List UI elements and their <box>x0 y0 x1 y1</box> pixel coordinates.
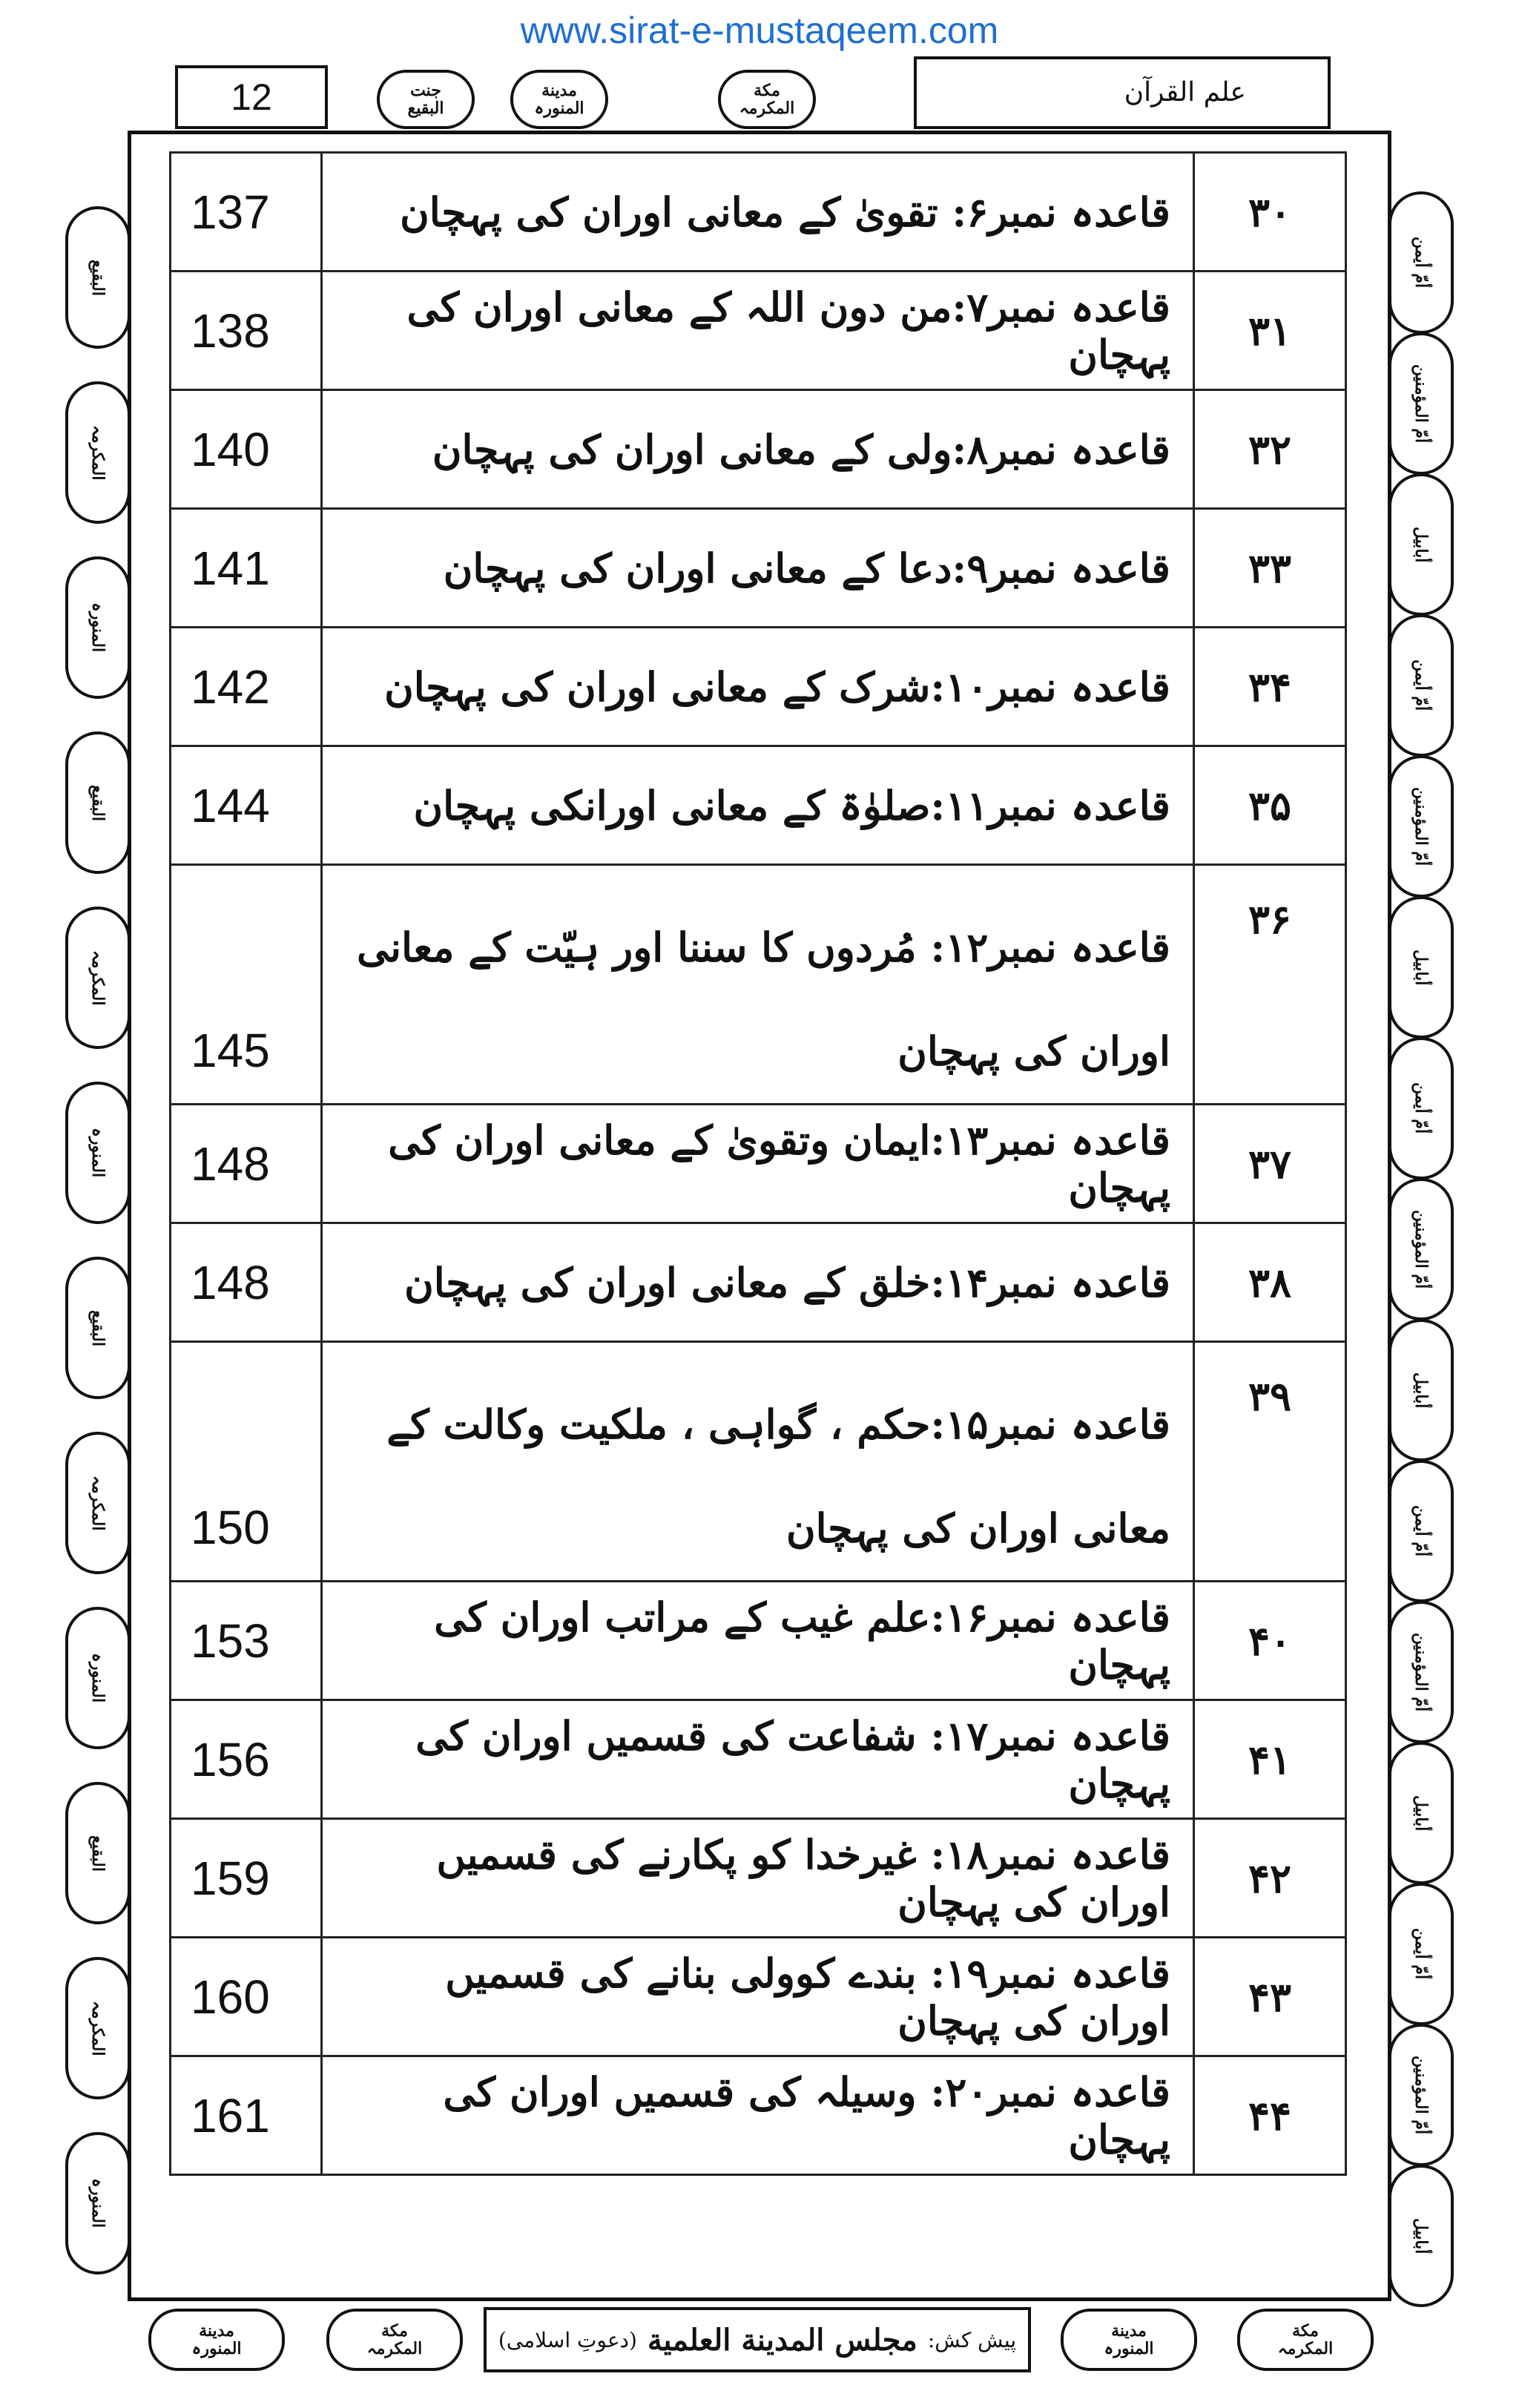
toc-entry-number: ۴۱ <box>1194 1700 1346 1819</box>
toc-page-number: 159 <box>171 1819 322 1938</box>
left-side-badge: البقیع <box>65 206 131 349</box>
right-side-badge: أمّ أیمن <box>1388 191 1454 334</box>
header-badge-baqi <box>377 70 475 129</box>
toc-entry-number: ۳۳ <box>1194 509 1346 628</box>
toc-page-number: 140 <box>171 390 322 509</box>
footer-badge <box>326 2309 463 2371</box>
toc-page-number: 150 <box>171 1342 322 1582</box>
toc-row <box>171 1223 1346 1342</box>
right-side-badge: أبابیل <box>1388 1742 1454 1884</box>
header-badge-line2: المنورہ <box>534 99 584 118</box>
toc-entry-title: قاعدہ نمبر۷:من دون اللہ کے معانی اوران کی پہچان <box>322 272 1194 390</box>
footer-badge <box>148 2309 285 2371</box>
footer-badge-line2: المکرمہ <box>366 2339 423 2358</box>
right-side-badge: أمّ أیمن <box>1388 614 1454 757</box>
toc-row <box>171 1342 1346 1582</box>
right-side-badge: أمّ المؤمنین <box>1388 332 1454 475</box>
toc-page-number: 137 <box>171 153 322 272</box>
right-side-badge: أمّ أیمن <box>1388 1460 1454 1602</box>
left-side-badge: المکرمہ <box>65 907 131 1049</box>
toc-table <box>169 151 1347 2176</box>
right-side-badge: أمّ المؤمنین <box>1388 2024 1454 2166</box>
toc-entry-title: قاعدہ نمبر۹:دعا کے معانی اوران کی پہچان <box>322 509 1194 628</box>
organization-subtitle: (دعوتِ اسلامی) <box>498 2327 637 2352</box>
page-number-box <box>175 65 328 129</box>
toc-entry-number: ۳۷ <box>1194 1105 1346 1223</box>
right-side-badge: أبابیل <box>1388 2165 1454 2307</box>
toc-entry-title: قاعدہ نمبر۱۱:صلوٰۃ کے معانی اورانکی پہچان <box>322 746 1194 865</box>
toc-entry-title: قاعدہ نمبر۱۲: مُردوں کا سننا اور ہیّت کے معانی اوران کی پہچان <box>322 865 1194 1105</box>
toc-row <box>171 1582 1346 1700</box>
left-side-badge: المنورہ <box>65 556 131 699</box>
toc-entry-number: ۳۱ <box>1194 272 1346 390</box>
toc-page-number: 161 <box>171 2056 322 2175</box>
page-number: 12 <box>231 76 272 118</box>
footer-badge-line2: المنورہ <box>191 2339 242 2358</box>
toc-row <box>171 746 1346 865</box>
toc-row <box>171 865 1346 1105</box>
toc-row <box>171 2056 1346 2175</box>
footer-badge-line1: مکة <box>381 2321 408 2340</box>
toc-row <box>171 153 1346 272</box>
toc-entry-number: ۳۸ <box>1194 1223 1346 1342</box>
toc-page-number: 156 <box>171 1700 322 1819</box>
toc-page-number: 153 <box>171 1582 322 1700</box>
toc-page-number: 142 <box>171 628 322 746</box>
toc-page-number: 148 <box>171 1223 322 1342</box>
toc-row <box>171 1938 1346 2056</box>
footer-presenter <box>484 2307 1031 2372</box>
toc-page-number: 160 <box>171 1938 322 2056</box>
left-side-badge: المکرمہ <box>65 1957 131 2099</box>
toc-entry-title: قاعدہ نمبر۱۴:خلق کے معانی اوران کی پہچان <box>322 1223 1194 1342</box>
toc-row <box>171 1700 1346 1819</box>
book-title: علم القرآن <box>1124 77 1246 108</box>
toc-page-number: 144 <box>171 746 322 865</box>
header-badge-line1: مکة <box>754 81 780 100</box>
left-side-badge: البقیع <box>65 1257 131 1399</box>
toc-row <box>171 1819 1346 1938</box>
footer-badge-line1: مکة <box>1292 2321 1319 2340</box>
toc-entry-title: قاعدہ نمبر۱۷: شفاعت کی قسمیں اوران کی پہچان <box>322 1700 1194 1819</box>
toc-entry-number: ۳۹ <box>1194 1342 1346 1582</box>
header-badge-makkah <box>718 70 816 129</box>
footer-badge-line1: مدینة <box>199 2321 234 2340</box>
toc-entry-number: ۴۲ <box>1194 1819 1346 1938</box>
left-side-badge: المکرمہ <box>65 381 131 524</box>
toc-row <box>171 390 1346 509</box>
toc-entry-number: ۳۲ <box>1194 390 1346 509</box>
toc-entry-number: ۳۰ <box>1194 153 1346 272</box>
header-badge-line2: البقیع <box>407 99 444 118</box>
header-badge-line1: جنت <box>410 81 441 100</box>
toc-page-number: 138 <box>171 272 322 390</box>
right-side-badge: أبابیل <box>1388 1319 1454 1461</box>
toc-row <box>171 1105 1346 1223</box>
left-side-badge: البقیع <box>65 1782 131 1924</box>
site-url[interactable]: www.sirat-e-mustaqeem.com <box>520 10 999 51</box>
presenter-label: پیش کش: <box>927 2327 1017 2352</box>
toc-row <box>171 272 1346 390</box>
right-side-badge: أمّ المؤمنین <box>1388 755 1454 898</box>
toc-entry-number: ۳۶ <box>1194 865 1346 1105</box>
footer-badge <box>1061 2309 1197 2371</box>
toc-page-number: 141 <box>171 509 322 628</box>
footer-badge <box>1237 2309 1374 2371</box>
header-badge-madina <box>510 70 608 129</box>
toc-entry-number: ۴۰ <box>1194 1582 1346 1700</box>
toc-entry-title: قاعدہ نمبر۱۹: بندے کوولی بنانے کی قسمیں اوران کی پہچان <box>322 1938 1194 2056</box>
left-side-badge: المنورہ <box>65 2132 131 2274</box>
footer-badge-line2: المنورہ <box>1104 2339 1154 2358</box>
right-side-badge: أمّ أیمن <box>1388 1037 1454 1180</box>
right-side-badge: أبابیل <box>1388 473 1454 616</box>
toc-entry-number: ۴۳ <box>1194 1938 1346 2056</box>
left-side-badge: المنورہ <box>65 1607 131 1749</box>
footer-badge-line1: مدینة <box>1111 2321 1147 2340</box>
left-side-badge: المکرمہ <box>65 1432 131 1574</box>
right-side-badge: أمّ أیمن <box>1388 1883 1454 2025</box>
toc-row <box>171 628 1346 746</box>
toc-entry-title: قاعدہ نمبر۱۳:ایمان وتقویٰ کے معانی اوران کی پہچان <box>322 1105 1194 1223</box>
toc-entry-number: ۳۵ <box>1194 746 1346 865</box>
toc-entry-title: قاعدہ نمبر۱۵:حکم ، گواہی ، ملکیت وکالت کے معانی اوران کی پہچان <box>322 1342 1194 1582</box>
header-badge-line1: مدینة <box>541 81 577 100</box>
organization-name: مجلس المدینة العلمیة <box>647 2322 917 2358</box>
toc-entry-title: قاعدہ نمبر۱۰:شرک کے معانی اوران کی پہچان <box>322 628 1194 746</box>
toc-page-number: 145 <box>171 865 322 1105</box>
toc-entry-title: قاعدہ نمبر۱۶:علم غیب کے مراتب اوران کی پہچان <box>322 1582 1194 1700</box>
toc-entry-title: قاعدہ نمبر۸:ولی کے معانی اوران کی پہچان <box>322 390 1194 509</box>
footer-badge-line2: المکرمہ <box>1277 2339 1334 2358</box>
header-badge-line2: المکرمہ <box>739 99 795 118</box>
toc-entry-number: ۴۴ <box>1194 2056 1346 2175</box>
right-side-badge: أبابیل <box>1388 896 1454 1039</box>
toc-entry-title: قاعدہ نمبر۶: تقویٰ کے معانی اوران کی پہچان <box>322 153 1194 272</box>
toc-entry-title: قاعدہ نمبر۱۸: غیرخدا کو پکارنے کی قسمیں اوران کی پہچان <box>322 1819 1194 1938</box>
book-title-box <box>914 56 1331 129</box>
toc-entry-title: قاعدہ نمبر۲۰: وسیلہ کی قسمیں اوران کی پہچان <box>322 2056 1194 2175</box>
right-side-badge: أمّ المؤمنین <box>1388 1601 1454 1743</box>
right-side-badge: أمّ المؤمنین <box>1388 1178 1454 1320</box>
toc-page-number: 148 <box>171 1105 322 1223</box>
left-side-badge: المنورہ <box>65 1082 131 1224</box>
toc-entry-number: ۳۴ <box>1194 628 1346 746</box>
left-side-badge: البقیع <box>65 731 131 874</box>
toc-row <box>171 509 1346 628</box>
